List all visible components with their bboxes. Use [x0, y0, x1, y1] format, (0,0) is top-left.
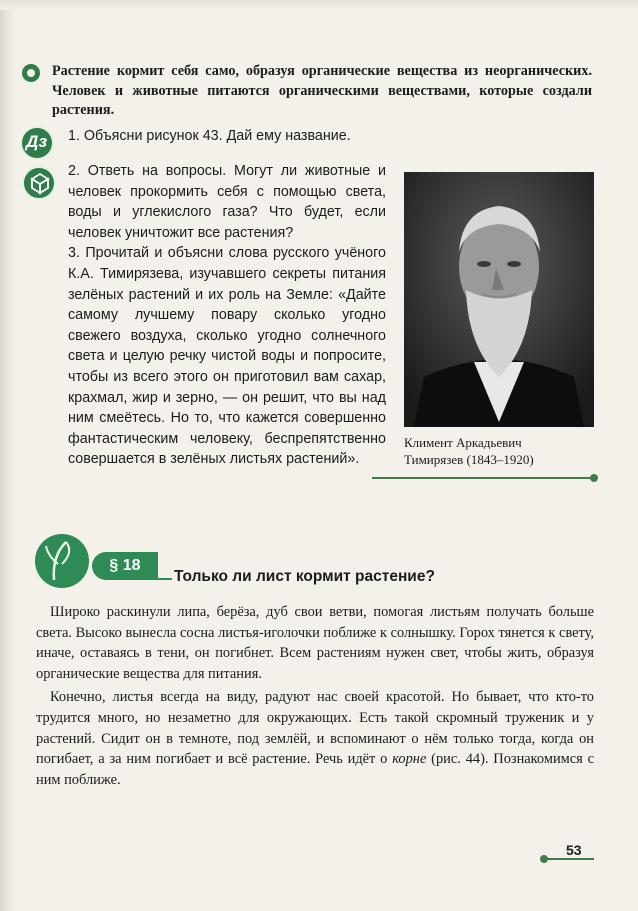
divider-dot	[590, 474, 598, 482]
paragraph-1: Широко раскинули липа, берёза, дуб свои ветви, помогая листьям получать больше света. Высоко вынесла сосна листья-иголочки поближе к солнышку. Горох тянется к свету, иначе, оставаясь в тени, он погибнет. Всем растениям нужен свет, чтобы жить, образуя органические вещества для питания.	[36, 604, 594, 682]
summary-text: Растение кормит себя само, образуя органические вещества из неорганических. Человек и животные питаются органическими веществами, которые создали растения.	[52, 63, 592, 118]
question-1: 1. Объясни рисунок 43. Дай ему название.	[68, 128, 351, 144]
portrait-photo	[404, 172, 594, 427]
bullet-icon	[22, 64, 40, 82]
emphasized-term: корне	[392, 751, 427, 768]
section-title-connector	[158, 578, 172, 580]
question-2: 2. Ответь на вопросы. Могут ли животные и человек прокормить себя с помощью света, воды и углекислого газа? Что будет, если человек уничтожит все растения?	[68, 163, 386, 241]
portrait-caption	[404, 434, 599, 468]
section-number-badge: § 18	[92, 552, 158, 580]
paragraph-2	[36, 687, 594, 790]
page-edge-top	[0, 0, 638, 10]
page-rule	[546, 858, 594, 860]
caption-name: Климент Аркадьевич	[404, 435, 522, 450]
divider-line	[372, 477, 594, 479]
homework-icon	[20, 126, 54, 160]
page-number: 53	[566, 842, 582, 858]
section-title: Только ли лист кормит растение?	[174, 568, 435, 585]
question-3: 3. Прочитай и объясни слова русского учёного К.А. Тимирязева, изучавшего секреты питания зелёных растений и их роль на Земле: «Дайте самому лучшему повару сколько угодно свежего воздуха, сколько угодно солнечного света и целую речку чистой воды и попросите, чтобы из всего этого он приготовил вам сахар, крахмал, жир и зерно, — он решит, что вы над ним смеётесь. Но то, что кажется совершенно фантастическим человеку, беспрепятственно совершается в зелёных листьях растений».	[68, 245, 386, 468]
cube-icon-graphic	[24, 168, 54, 198]
page-edge	[0, 0, 14, 911]
portrait-illustration	[404, 172, 594, 427]
questions-block	[68, 161, 386, 470]
homework-icon-label: Дз	[26, 132, 48, 151]
paragraph-2-start: Конечно, листья всегда на виду, радуют нас своей красотой. Но бывает, что кто-то трудится много, но незаметно для окружающих. Есть такой скромный труженик и у растений. Сидит он в темноте, под землёй, и вспоминают о нём только тогда, когда он погибает, а за ним погибает и всё растение. Речь идёт о	[36, 689, 594, 768]
caption-dates: Тимирязев (1843–1920)	[404, 452, 534, 467]
cube-icon	[22, 166, 56, 200]
paragraph-2-end: (рис. 44). Познакомимся с ним поближе.	[36, 751, 594, 788]
body-text	[36, 602, 594, 790]
leaf-icon	[32, 534, 92, 588]
